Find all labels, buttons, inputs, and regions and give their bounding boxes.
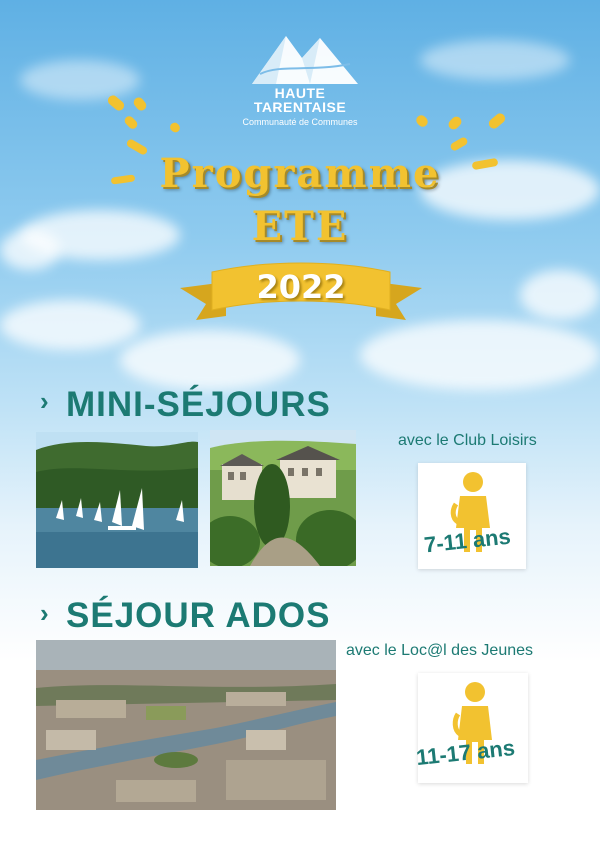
partner-club-loisirs: avec le Club Loisirs (398, 432, 537, 449)
logo-tagline: Communauté de Communes (242, 117, 358, 127)
photo-sailing-lake (36, 432, 198, 568)
chevron-right-icon: › (40, 598, 49, 628)
photo-manor-house (210, 430, 356, 566)
decor-dash (123, 114, 139, 130)
cloud (0, 300, 140, 350)
decor-dash (447, 115, 464, 132)
photo-paris-aerial (36, 640, 336, 810)
decor-dash (111, 174, 136, 184)
logo-line-2: TARENTAISE (253, 99, 347, 115)
title-programme: Programme (159, 150, 441, 197)
section-title-sejour-ados: SÉJOUR ADOS (66, 596, 331, 635)
section-title-mini-sejours: MINI-SÉJOURS (66, 385, 331, 424)
year-label: 2022 (256, 268, 346, 306)
decor-dash (487, 111, 507, 130)
decor-dash (106, 93, 126, 112)
cloud (0, 230, 60, 270)
partner-local-des-jeunes: avec le Loc@l des Jeunes (346, 642, 534, 659)
decor-dash (414, 113, 430, 129)
chevron-right-icon: › (40, 386, 49, 416)
title-ete: ETE (251, 203, 349, 250)
age-range-7-11: 7-11 ans (422, 523, 512, 558)
cloud (20, 60, 140, 100)
age-range-11-17: 11-17 ans (414, 734, 517, 771)
cloud (420, 40, 570, 80)
decor-dash (132, 95, 149, 112)
logo-line-1: HAUTE (274, 85, 326, 101)
cloud (520, 270, 600, 320)
cloud (120, 330, 300, 390)
decor-dash (168, 121, 181, 134)
mountain-logo-icon (250, 28, 360, 86)
